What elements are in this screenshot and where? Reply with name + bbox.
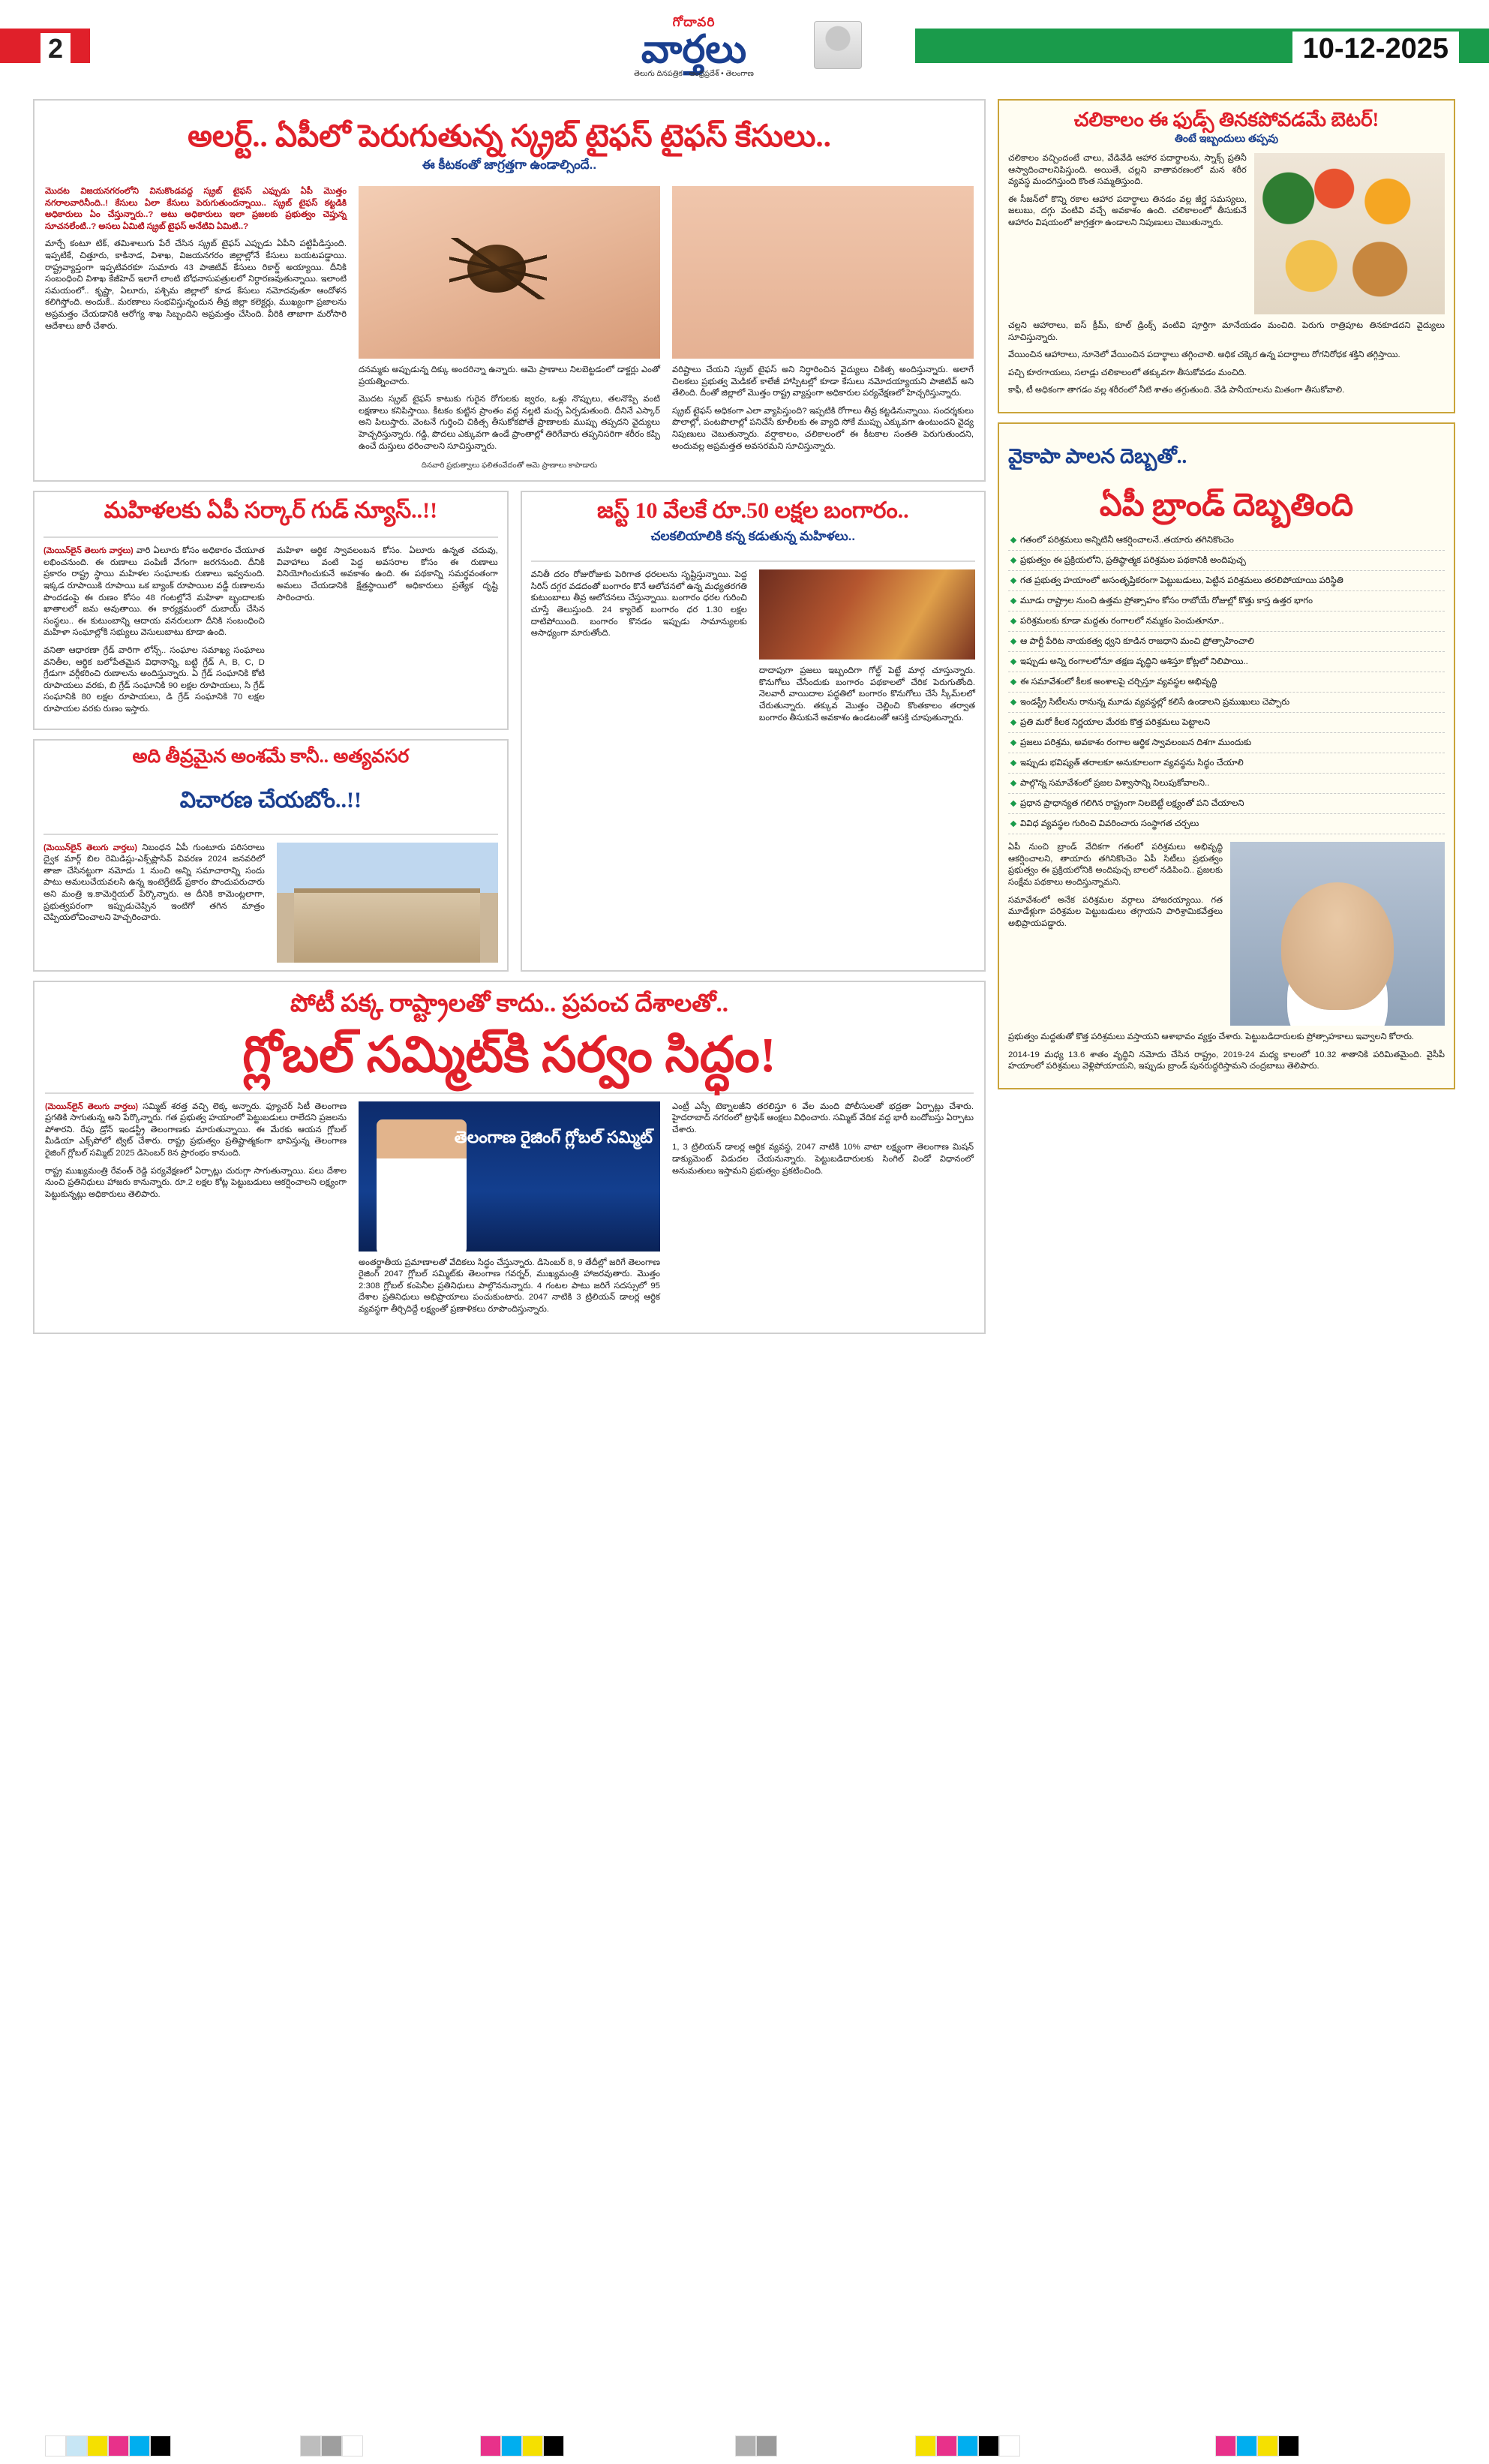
brand-para-2: సమావేశంలో అనేక పరిశ్రమల వర్గాలు హాజరయ్యాయి. గత మూడేళ్లుగా పరిశ్రమల పెట్టుబడులు తగ్గాయని పారిశ్రామికవేత్తలు అభిప్రాయపడ్డారు. bbox=[1008, 895, 1223, 928]
brand-para-1: ఏపీ నుంచి బ్రాండ్ వేదికగా గతంలో పరిశ్రమలు అభివృద్ధి ఆకర్షించాలని, తాయారు తగినికొంచెం ఏపీ సిటీలు ప్రభుత్వం ప్రభుత్వం ఈ ప్రక్రియలోనికి అందిపుచ్చ బాలలో నడిపించి.. ప్రజలకు సంక్షేమ పథకాలు అందిస్తున్నామని. bbox=[1008, 843, 1223, 887]
logo-tagline: తెలుగు దినపత్రిక ‑ ఆంధ్రప్రదేశ్ • తెలంగాణ bbox=[634, 70, 754, 78]
women-scheme-col-2 bbox=[277, 545, 498, 721]
color-swatch bbox=[522, 2435, 543, 2456]
brand-headline: ఏపీ బ్రాండ్ దెబ్బతింది bbox=[1099, 488, 1354, 524]
color-swatch bbox=[735, 2435, 756, 2456]
lead-story-col-1 bbox=[45, 186, 347, 458]
divider bbox=[45, 1092, 974, 1094]
page-number: 2 bbox=[41, 33, 71, 65]
color-swatch bbox=[321, 2435, 342, 2456]
food-photo bbox=[1254, 153, 1445, 314]
summit-col-1 bbox=[45, 1101, 347, 1322]
list-item: ఈ సమావేశంలో కీలక అంశాలపై చర్చిస్తూ వ్యవస్థల అభివృద్ధి bbox=[1008, 672, 1445, 693]
color-swatch bbox=[108, 2435, 129, 2456]
list-item: గత ప్రభుత్వ హయాంలో అసంతృప్తికరంగా పెట్టుబడులు, పెట్టిన పరిశ్రమలు తరలిపోయాయి పరిస్థితి bbox=[1008, 571, 1445, 591]
lead-story-col-2 bbox=[359, 186, 660, 458]
color-swatch bbox=[87, 2435, 108, 2456]
health-tips-subhead: తింటే ఇబ్బందులు తప్పవు bbox=[1174, 132, 1279, 144]
color-swatch bbox=[999, 2435, 1020, 2456]
summit-col-2 bbox=[359, 1101, 660, 1322]
women-scheme-col-1 bbox=[44, 545, 265, 721]
gold-story-para-1: వనితీ దరం రోజురోజుకు పెరిగాత ధరలలను సృష్టిస్తున్నాయి. పెద్ద సిరిస్ దగ్గర వడదంతో బంగారం కొనే ఆలోచనలో ఉన్న మధ్యతరగతి కుటుంబాలు తీవ్ర ఆలోచనలు చేస్తున్నాయి. బంగారం ధరల గురించి చూస్తే తెలుస్తుంది. 24 క్యారెట్ బంగారం ధర 1.30 లక్షల దాటిపోయింది. బంగారం కొనడం ఇప్పుడు సామాన్యులకు అసాధ్యంగా మారుతోంది. bbox=[530, 570, 747, 639]
portrait-icon bbox=[814, 21, 862, 69]
color-swatch bbox=[543, 2435, 564, 2456]
list-item: ఇప్పుడు అన్ని రంగాలలోనూ తక్షణ వృద్ధిని ఆశిస్తూ కోట్లలో నిలిపాయి.. bbox=[1008, 652, 1445, 672]
publication-logo bbox=[570, 15, 818, 80]
color-swatch bbox=[915, 2435, 936, 2456]
brand-para-3: ప్రభుత్వం మద్దతుతో కొత్త పరిశ్రమలు వస్తాయని ఆశాభావం వ్యక్తం చేశారు. పెట్టుబడిదారులకు ప్రోత్సాహకాలు ఇవ్వాలని కోరారు. bbox=[1008, 1032, 1415, 1042]
list-item: ప్రభుత్వం ఈ ప్రక్రియలోని, ప్రతిష్ఠాత్మక పరిశ్రమల పథకానికి అందిపుచ్చ bbox=[1008, 551, 1445, 571]
lead-story-subhead: ఈ కీటకంతో జాగ్రత్తగా ఉండాల్సిందే.. bbox=[422, 158, 597, 172]
women-scheme-para-1: వారి ఏలూరు కోసం అధికారం చేయూత లభించనుంది. ఈ రుణాలు పంపిణీ వేగంగా జరగనుంది. దీనికి ప్రకారం రాష్ట్ర స్థాయి మహిళల సంఘాలకు రుణాలు ఇవ్వనుంది. ఇక్కడ రూపాయికి రూపాయి ఒక బ్యాంక్ రూపాయిల వడ్డీ రుణాలను పొందడంపై ఈ రుణం కోసం 48 గంటల్లోనే మహిళా బృందాలకు ఖాతాలలో జమ అవుతాయి. ఈ కార్యక్రమంలో దుబాయ్ చేసిన సంస్థలు.. ఈ కుటుంబాన్ని ఆదాయ వనరులుగా దీనికి సంబంధించి మహిళా సంఘాల్లోకి సభ్యులు వెసులుబాటు కూడా ఉంది. bbox=[44, 546, 265, 638]
color-swatch bbox=[1278, 2435, 1299, 2456]
courthouse-photo bbox=[277, 843, 498, 963]
divider bbox=[531, 560, 975, 562]
color-swatch bbox=[756, 2435, 777, 2456]
list-item: వివిధ వ్యవస్థల గురించి వివరించారు సంస్థాగత చర్చలు bbox=[1008, 814, 1445, 834]
color-swatch bbox=[300, 2435, 321, 2456]
color-swatch bbox=[129, 2435, 150, 2456]
color-swatch bbox=[501, 2435, 522, 2456]
summit-photo bbox=[359, 1101, 660, 1252]
lead-story-caption: దినవారి ప్రభుత్వాలు ఫలితంవేదంతో ఆమె ప్రాణాలు కాపాడారు bbox=[421, 461, 598, 470]
masthead bbox=[0, 0, 1489, 92]
color-swatch bbox=[150, 2435, 171, 2456]
left-column bbox=[33, 99, 986, 1334]
color-registration-bars bbox=[0, 2435, 1489, 2455]
women-scheme-para-3: మహిళా ఆర్థిక స్వావలంబన కోసం. ఏలూరు ఉన్నత చదువు, వివాహాలు వంటి పెద్ద అవసరాల కోసం ఈ రుణాలు వినియోగించుకునే అవకాశం ఉంది. ఈ పథకాన్ని సమర్థవంతంగా అమలు చేయడానికి క్షేత్రస్థాయిలో అధికారులు ప్రత్యేక దృష్టి సారించారు. bbox=[276, 546, 498, 602]
lead-story-col-3 bbox=[672, 186, 974, 458]
brand-bullet-list bbox=[1008, 530, 1445, 834]
health-tips-para-2: ఈ సీజన్‌లో కొన్ని రకాల ఆహార పదార్థాలు తినడం వల్ల జీర్ణ సమస్యలు, జలుబు, దగ్గు వంటివి వచ్చే అవకాశం ఉంది. చలికాలంలో తీసుకునే ఆహారం విషయంలో జాగ్రత్తగా ఉండాలని నిపుణులు చెబుతున్నారు. bbox=[1008, 194, 1247, 227]
health-tips-para-3: చల్లని ఆహారాలు, ఐస్ క్రీమ్, కూల్ డ్రింక్స్ వంటివి పూర్తిగా మానేయడం మంచిది. పెరుగు రాత్రిపూట తినకూడదని వైద్యులు సూచిస్తున్నారు. bbox=[1008, 321, 1445, 342]
summit-col-3 bbox=[672, 1101, 974, 1322]
lead-story-headline: అలర్ట్.. ఏపీలో పెరుగుతున్న స్క్రబ్ టైఫస్ టైఫస్ కేసులు.. bbox=[188, 119, 831, 153]
gold-story-subhead: చలకలియాలికి కన్న కడుతున్న మహిళలు.. bbox=[650, 529, 856, 544]
color-swatch bbox=[1215, 2435, 1236, 2456]
urgent-hearing-block bbox=[33, 739, 509, 971]
edition-date: 10-12-2025 bbox=[1292, 32, 1459, 67]
color-swatch bbox=[936, 2435, 957, 2456]
health-tips-para-1: చలికాలం వచ్చిందంటే చాలు, వేడివేడి ఆహార పదార్థాలను, స్నాక్స్ ప్రతినీ ఆస్వాదించాలనిపిస్తుంది. అయితే, చల్లని వాతావరణంలో మన శరీర వ్యవస్థ మందగిస్తుంది కొంత సమ్మతిస్తుంది. bbox=[1008, 154, 1247, 187]
summit-para-3: అంతర్జాతీయ ప్రమాణాలతో వేదికలు సిద్ధం చేస్తున్నారు. డిసెంబర్ 8, 9 తేదీల్లో జరిగే తెలంగాణ రైజింగ్ 2047 గ్లోబల్ సమ్మిట్‌కు తెలంగాణ గవర్నర్, ముఖ్యమంత్రి హాజరవుతారు. మొత్తం 2:308 గ్లోబల్ కంపెనీల ప్రతినిధులు పాల్గొననున్నారు. 4 గంటల పాటు జరిగే సదస్సులో 95 దేశాల ప్రతినిధులు అభిప్రాయాలు పంచుకుంటారు. 2047 నాటికి 3 ట్రిలియన్ డాలర్ల ఆర్థిక వ్యవస్థగా తీర్చిదిద్దే లక్ష్యంతో ప్రణాళికలు రూపొందిస్తున్నారు. bbox=[359, 1258, 660, 1315]
list-item: ప్రజలు పరిశ్రమ, అవకాశం రంగాల ఆర్థిక స్వావలంబన దిశగా ముందుకు bbox=[1008, 733, 1445, 753]
lead-story-para-5: వరిష్టాలు చేయని స్క్రబ్ టైఫస్ అని నిర్ధారించిన వైద్యులు చికిత్స అందిస్తున్నారు. అలాగే చిలకలు ప్రభుత్వ మెడికల్ కాలేజీ హాస్పిటల్లో కూడా కేసులు నమోదయ్యాయని పాజిటివ్ అని తేలింది. దీంతో జిల్లాలో మొత్తం రాష్ట్ర వ్యాప్తంగా అధికారుల పర్యవేక్షణలో హెచ్చరిస్తున్నారు. bbox=[672, 365, 974, 398]
mid-left-stack bbox=[33, 491, 509, 972]
list-item: గతంలో పరిశ్రమలు అన్నిటినీ ఆకర్షించాలనే..తయారు తగినికొంచెం bbox=[1008, 530, 1445, 551]
lead-story-para-6: స్క్రబ్ టైఫస్ అధికంగా ఎలా వ్యాపిస్తుంది? ఇప్పటికి రోగాలు తీవ్ర కట్టడినున్నాయి. సందర్శకులు పొలాల్లో, పంటపొలాల్లో పనిచేసే కూలీలకు ఈ వ్యాధి సోకే ముప్పు ఎక్కువగా ఉంటుందని వైద్య నిపుణులు చెబుతున్నారు. వర్షాకాలం, చలికాలంలో ఈ కీటకాల సంతతి పెరుగుతుందని, అందువల్ల అప్రమత్తత అవసరమని సూచిస్తున్నారు. bbox=[672, 406, 974, 451]
women-scheme-block bbox=[33, 491, 509, 730]
color-swatch bbox=[1257, 2435, 1278, 2456]
global-summit-block bbox=[33, 981, 986, 1334]
list-item: పాల్గొన్న సమావేశంలో ప్రజల విశ్వాసాన్ని నిలుపుకోవాలని.. bbox=[1008, 774, 1445, 794]
health-tips-para-5: పచ్చి కూరగాయలు, సలాడ్లు చలికాలంలో తక్కువగా తీసుకోవడం మంచిది. bbox=[1008, 368, 1247, 377]
logo-top-text: గోదావరి bbox=[672, 15, 716, 29]
color-swatch bbox=[342, 2435, 363, 2456]
list-item: ప్రధాన ప్రాధాన్యత గలిగిన రాష్ట్రంగా నిలబెట్టే లక్ష్యంతో పని చేయాలని bbox=[1008, 794, 1445, 814]
gold-story-para-2: దాదాపుగా ప్రజలు ఇబ్బందిగా గోల్డ్ పెట్టే మార్గ చూస్తున్నారు. కొనుగోలు చేసేందుకు బంగారం పథకాలలో చేరిక పెరుగుతోంది. నెలవారీ వాయిదాల పద్ధతిలో బంగారం కొనుగోలు చేసే స్కీమ్‌లలో చేరుతున్నారు. తక్కువ మొత్తం చెల్లించి కొంతకాలం తర్వాత బంగారం తీసుకునే అవకాశం ఉండటంతో ఆసక్తి చూపుతున్నారు. bbox=[758, 666, 976, 723]
color-swatch bbox=[978, 2435, 999, 2456]
lead-story-block bbox=[33, 99, 986, 482]
brand-kicker: వైకాపా పాలన దెబ్బతో.. bbox=[1008, 445, 1187, 468]
mid-row bbox=[33, 491, 986, 972]
chief-minister-photo bbox=[1230, 842, 1445, 1026]
health-tips-headline: చలికాలం ఈ ఫుడ్స్ తినకపోవడమే బెటర్! bbox=[1073, 109, 1379, 131]
urgent-hearing-headline: విచారణ చేయబోం..!! bbox=[179, 787, 362, 813]
summit-para-5: 1, 3 ట్రిలియన్ డాలర్ల ఆర్థిక వ్యవస్థ, 2047 నాటికి 10% వాటా లక్ష్యంగా తెలంగాణ మిషన్ డాక్యుమెంట్ విడుదల చేయనున్నారు. పెట్టుబడిదారులకు సింగిల్ విండో విధానంలో అనుమతులు ఇస్తామని ప్రభుత్వం ప్రకటించింది. bbox=[672, 1143, 974, 1176]
divider bbox=[44, 536, 498, 538]
women-scheme-headline: మహిళలకు ఏపీ సర్కార్ గుడ్ న్యూస్..!! bbox=[104, 498, 438, 524]
color-swatch bbox=[66, 2435, 87, 2456]
lead-story-para-1: మొదట విజయనగరంలోని వినుకొండవద్ద స్క్రబ్ టైఫస్ ఎఫ్పుడు ఏపీ మొత్తం నగరాలవారినీంది..! కేసులు ఏలా కేసులు పెరుగుతుందన్నాయి.. స్క్రబ్ టైఫస్ కట్టడికి అధికారులు ఏం చేస్తున్నారు..? అటు అధికారులు ఇలా ప్రజలకు ప్రభుత్వం చెప్తున్న సూచనలేంటి..? అసలు ఏమిటి స్క్రబ్ టైఫస్ అనేటివి ఏమిటి..? bbox=[45, 187, 347, 231]
health-tips-photo-wrap bbox=[1254, 153, 1445, 314]
list-item: ఆ పార్టీ పేరిట నాయకత్వ ధ్వని కూడిన రాజధాని మంచి ప్రోత్సాహించాలి bbox=[1008, 632, 1445, 652]
color-swatch bbox=[1236, 2435, 1257, 2456]
jewellery-photo bbox=[759, 569, 975, 660]
list-item: మూడు రాష్ట్రాల నుంచి ఉత్తమ ప్రోత్సాహం కోసం రాబోయే రోజుల్లో కొత్తు కాస్త ఉత్తర భాగం bbox=[1008, 591, 1445, 611]
gold-story-col-1 bbox=[531, 569, 747, 730]
brand-photo-wrap bbox=[1230, 842, 1445, 1026]
summit-speaker-portrait bbox=[377, 1119, 467, 1252]
urgent-hearing-para-1: నిబంధన ఏపీ గుంటూరు పరిసరాలు ద్వైక మార్గ్ బిల రెమిడిస్లు‑ఎక్స్‌ప్లొసివ్ వివరణ 2024 జనవరిలో తాజా చేసినట్టుగా నమోదు 1 నుంచి అన్ని సమాచారాన్ని సందు పాటు అమలుచేయవలసి ఉన్న ఇంటెగ్రేటెడ్ ప్రకారం పొందుపరుచారు అని మంత్రి ఇ.కామెర్షియల్ పేర్కొన్నారు. ఆ దీనికి కామెంట్లలాగా, ప్రభుత్వపరంగా ఇప్పుడుచెప్పిన ఇంటిగో తగిన మాత్రం చెప్పియలోచించాలని హెచ్చరించారు. bbox=[44, 843, 265, 923]
list-item: ప్రతి మరో కీలక నిర్ణయాల మేరకు కొత్త పరిశ్రమలు పెట్టాలని bbox=[1008, 713, 1445, 733]
summit-para-2: రాష్ట్ర ముఖ్యమంత్రి రేవంత్ రెడ్డి పర్యవేక్షణలో ఏర్పాట్లు చురుగ్గా సాగుతున్నాయి. పలు దేశాల నుంచి ప్రతినిధులు హాజరు కానున్నారు. రూ.2 లక్షల కోట్ల పెట్టుబడులు ఆకర్షించాలని లక్ష్యంగా పెట్టుకున్నట్లు అధికారులు తెలిపారు. bbox=[45, 1166, 347, 1199]
urgent-hearing-kicker: అది తీవ్రమైన అంశమే కానీ.. అత్యవసర bbox=[132, 747, 410, 768]
right-column bbox=[998, 99, 1455, 1089]
summit-para-4: ఎంట్రీ ఎస్పీ టెక్నాలజీని తరలిస్తూ 6 వేల మంది పోలీసులతో భద్రతా ఏర్పాట్లు చేశారు. హైదరాబాద్ నగరంలో ట్రాఫిక్ ఆంక్షలు విధించారు. సమ్మిట్ వేదిక వద్ద భారీ బందోబస్తు ఏర్పాటు చేశారు. bbox=[672, 1101, 974, 1134]
summit-photo-caption: తెలంగాణ రైజింగ్ గ్లోబల్ సమ్మిట్ bbox=[454, 1127, 653, 1146]
summit-source: (మెయిన్‌లైన్ తెలుగు వార్తలు) bbox=[45, 1101, 139, 1111]
women-scheme-source: (మెయిన్‌లైన్ తెలుగు వార్తలు) bbox=[44, 546, 134, 556]
gold-story-block bbox=[521, 491, 986, 972]
divider bbox=[44, 834, 498, 835]
health-tips-text bbox=[1008, 153, 1247, 314]
lead-story-para-3: దనమ్మకు అప్పుడున్న దిక్కు అందరిన్నా ఉన్నారు. ఆమె ప్రాణాలు నిలబెట్టడంలో డాక్టర్లు ఎంతో ప్రయత్నించారు. bbox=[359, 365, 660, 386]
logo-main-text: వార్తలు bbox=[641, 29, 747, 71]
color-swatch bbox=[957, 2435, 978, 2456]
lead-story-para-2: మార్చే కంటూ టిక్, తమిశాలుగు పేరే చేసిన స్క్రబ్ టైఫస్ ఎప్పుడు ఏపీని పట్టిపీడిస్తుంది. ఇప్పటికే, చిత్తూరు, కాకినాడ, విశాఖ, విజయనగరం జిల్లాల్లోనే కేసులు బయటపడ్డాయి. రాష్ట్రవ్యాప్తంగా ఇప్పటివరకూ సుమారు 43 పాజిటివ్ కేసులు రికార్డ్ అయ్యాయి. దీనికి సంబంధించి విశాఖ కేజీహెచ్ ఇలాగే లాంటి బోధనాసుపత్రులలో నిర్ధారణవుతున్నాయి. ఇలాంటి సమయంలో.. కృష్ణా, ఏలూరు, పశ్చిమ జిల్లాలో కూడ కేసులు నమోదవుతూ ఆందోళన కలిగిస్తోంది. అందుకే.. మరణాలు సంభవిస్తున్నందున తీవ్ర జిల్లా కలెక్టర్లు, ముఖ్యంగా ప్రజాలను అప్రమత్తం చేయడానికి ఆరోగ్య శాఖ సిబ్బందిని అప్రమత్తం చేసింది. వీరికి తాజాగా మరోసారి ఆదేశాలు జారీ చేశారు. bbox=[45, 239, 347, 331]
ysrcp-brand-block bbox=[998, 422, 1455, 1089]
gold-story-col-2 bbox=[759, 569, 975, 730]
color-swatch bbox=[45, 2435, 66, 2456]
health-tips-block bbox=[998, 99, 1455, 413]
urgent-hearing-photo-wrap bbox=[277, 843, 498, 963]
women-scheme-para-2: వనితా ఆధారణా గ్రేడ్ వారిగా లోన్స్.. సంఘాల సమాఖ్య సంఘాలు వనితీల, ఆర్థిక బలోపేతమైన విధానాన్ని, బట్టి గ్రేడ్ A, B, C, D గ్రేడుగా వర్గీకరించి రుణాలను అందిస్తున్నారు. ఏ గ్రేడ్ సంఘానికి కోటి రూపాయలు వరకు, బి గ్రేడ్ సంఘానికి 90 లక్షల రూపాయలు, సి గ్రేడ్ సంఘానికి 80 లక్షల రూపాయలు, డి గ్రేడ్ సంఘానికి 70 లక్షల రూపాయల వరకు రుణం ఇస్తారు. bbox=[44, 645, 265, 714]
health-tips-para-6: కాఫీ, టీ అధికంగా తాగడం వల్ల శరీరంలో నీటి శాతం తగ్గుతుంది. వేడి పానీయాలను మితంగా తీసుకోవాలి. bbox=[1008, 386, 1345, 395]
health-tips-para-4: వేయించిన ఆహారాలు, నూనెలో వేయించిన పదార్థాలు తగ్గించాలి. అధిక చక్కెర ఉన్న పదార్థాలు రోగనిరోధక శక్తిని తగ్గిస్తాయి. bbox=[1008, 350, 1400, 360]
brand-text-col-1 bbox=[1008, 842, 1223, 1026]
brand-para-4: 2014-19 మధ్య 13.6 శాతం వృద్ధిని నమోదు చేసిన రాష్ట్రం, 2019-24 మధ్య కాలంలో 10.32 శాతానికి పరిమితమైంది. వైసీపీ హయాంలో పరిశ్రమలు వెళ్లిపోయాయని, ఇప్పుడు బ్రాండ్ పునరుద్ధరిస్తామని చంద్రబాబు తెలిపారు. bbox=[1008, 1050, 1445, 1071]
summit-para-1: సమ్మిట్ శరత్త వచ్చి లెక్క అన్నారు. ఫ్యూచర్ సిటీ తెలంగాణ ప్రగతికి సాగుతున్న అని పేర్కొన్నారు. గత ప్రభుత్వ హయాంలో పెట్టుబడులు రాలేదని ప్రజలను పోశారని. రేపు డ్రోన్ ఇండస్ట్రీ తెలంగాణకు మారుతున్నాయి. ఈ మేరకు ఆయన గ్లోబల్ మీడియా ఎక్స్‌పోలో ట్విట్ చేశారు. రాష్ట్ర ప్రభుత్వం ప్రతిష్టాత్మకంగా భావిస్తున్న తెలంగాణ రైజింగ్ గ్లోబల్ సమ్మిట్ 2025 డిసెంబర్ 8న ప్రారంభం కానుంది. bbox=[45, 1101, 347, 1158]
list-item: ఇప్పుడు భవిష్యత్ తరాలకూ అనుకూలంగా వ్యవస్థను సిద్ధం చేయాలి bbox=[1008, 753, 1445, 774]
rash-photo bbox=[672, 186, 974, 359]
urgent-hearing-text bbox=[44, 843, 265, 963]
summit-headline: గ్లోబల్ సమ్మిట్‌కి సర్వం సిద్ధం! bbox=[242, 1027, 776, 1083]
summit-kicker: పోటీ పక్క రాష్ట్రాలతో కాదు.. ప్రపంచ దేశాలతో.. bbox=[290, 990, 729, 1017]
lead-story-para-4: మొదట స్క్రబ్ టైఫస్ కాటుకు గురైన రోగులకు జ్వరం, ఒళ్లు నొప్పులు, తలనొప్పి వంటి లక్షణాలు కనిపిస్తాయి. కీటకం కుట్టిన ప్రాంతం వద్ద నల్లటి మచ్చ ఏర్పడుతుంది. దీనినే ఎస్కార్ అని పిలుస్తారు. వెంటనే గుర్తించి చికిత్స తీసుకోకపోతే ప్రాణాలకు ముప్పు తప్పదని వైద్యులు హెచ్చరిస్తున్నారు. గడ్డి, పొదలు ఎక్కువగా ఉండే ప్రాంతాల్లో తిరిగేవారు తప్పనిసరిగా శరీరం కప్పి ఉంచే దుస్తులు ధరించాలని సూచిస్తున్నారు. bbox=[359, 395, 660, 451]
tick-photo bbox=[359, 186, 660, 359]
list-item: ఇండస్ట్రీ సిటీలను రానున్న మూడు వ్యవస్థల్లో కలిసే ఉండాలని ప్రముఖులు చెప్పారు bbox=[1008, 693, 1445, 713]
gold-story-headline: జస్ట్ 10 వేలకే రూ.50 లక్షల బంగారం.. bbox=[597, 498, 909, 524]
list-item: పరిశ్రమలకు కూడా మద్దతు రంగాలలో నమ్మకం పెంచుతూనూ.. bbox=[1008, 611, 1445, 632]
urgent-hearing-source: (మెయిన్‌లైన్ తెలుగు వార్తలు) bbox=[44, 843, 137, 852]
color-swatch bbox=[480, 2435, 501, 2456]
